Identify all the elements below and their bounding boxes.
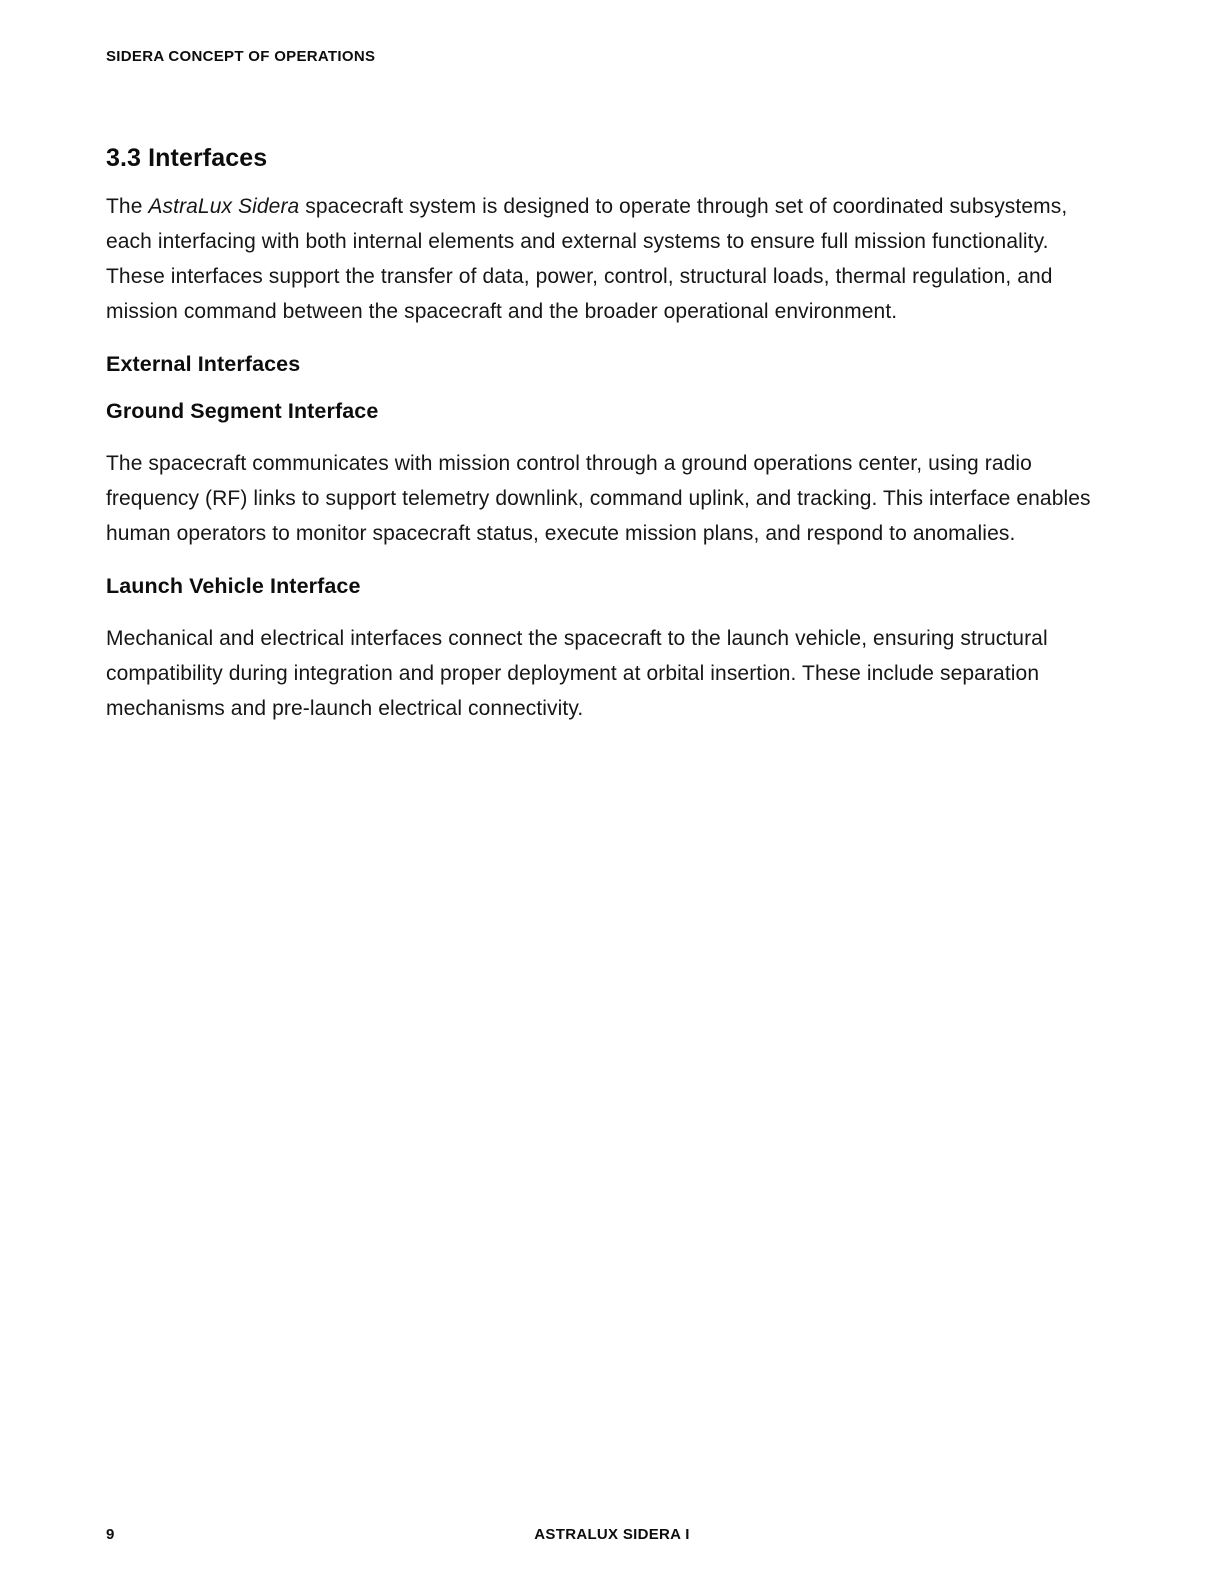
page-footer (0, 1526, 1224, 1546)
ground-segment-heading: Ground Segment Interface (106, 399, 379, 423)
launch-vehicle-heading: Launch Vehicle Interface (106, 574, 361, 598)
external-interfaces-heading: External Interfaces (106, 352, 301, 376)
ground-segment-paragraph: The spacecraft communicates with mission control through a ground operations center, using radio frequency (RF) links to support telemetry downlink, command uplink, and tracking. This interface enables human operators to monitor spacecraft status, execute mission plans, and respond to anomalies. (106, 452, 1091, 545)
footer-doc-title: ASTRALUX SIDERA I (534, 1526, 690, 1543)
intro-text-pre: The (106, 195, 149, 218)
section-heading: 3.3 Interfaces (106, 144, 268, 172)
launch-vehicle-paragraph: Mechanical and electrical interfaces connect the spacecraft to the launch vehicle, ensuring structural compatibility during integration and proper deployment at orbital insertion. These include separation mechanisms and pre-launch electrical connectivity. (106, 627, 1048, 720)
page-content (106, 144, 1098, 749)
intro-paragraph (106, 189, 1098, 329)
spacecraft-name-italic: AstraLux Sidera (148, 195, 300, 218)
page-number: 9 (106, 1526, 115, 1543)
intro-text-post: spacecraft system is designed to operate through set of coordinated subsystems, each interfacing with both internal elements and external systems to ensure full mission functionality. These interfaces support the transfer of data, power, control, structural loads, thermal regulation, and mission command between the spacecraft and the broader operational environment. (106, 195, 1068, 323)
running-header: SIDERA CONCEPT OF OPERATIONS (106, 48, 376, 65)
